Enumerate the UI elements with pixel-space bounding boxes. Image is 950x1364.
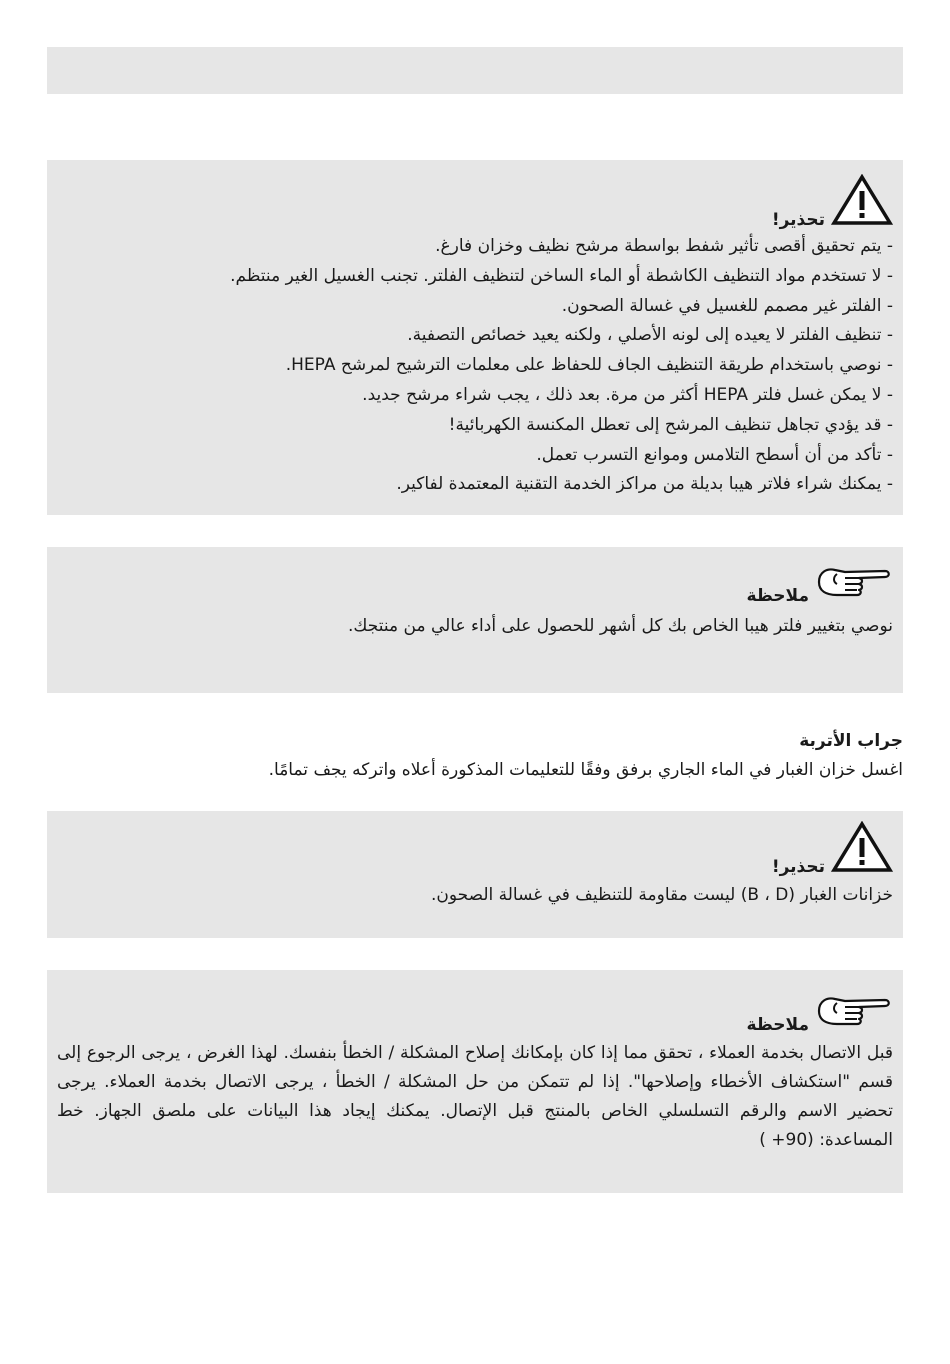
note-heading [57, 970, 893, 1035]
section-title: جراب الأتربة [799, 731, 903, 751]
list-item: - تأكد من أن أسطح التلامس وموانع التسرب تعمل. [536, 444, 893, 465]
warning-list [57, 232, 893, 500]
note-box-filter-change [47, 547, 903, 693]
top-header-band [47, 47, 903, 94]
pointing-hand-icon [815, 991, 893, 1035]
section-text: اغسل خزان الغبار في الماء الجاري برفق وفقًا للتعليمات المذكورة أعلاه واتركه يجف تمامًا. [268, 760, 903, 780]
list-item: - نوصي باستخدام طريقة التنظيف الجاف للحفاظ على معلمات الترشيح لمرشح HEPA. [285, 355, 893, 376]
pointing-hand-icon [815, 562, 893, 606]
note-label: ملاحظة [746, 1015, 809, 1035]
note-heading [57, 547, 893, 606]
note-label: ملاحظة [746, 586, 809, 606]
warning-triangle-icon [831, 174, 893, 230]
note-box-customer-service [47, 970, 903, 1193]
warning-text: خزانات الغبار (B ، D) ليست مقاومة للتنظيف في غسالة الصحون. [430, 885, 893, 905]
warning-box-dishwasher [47, 811, 903, 938]
list-item: - الفلتر غير مصمم للغسيل في غسالة الصحون. [561, 295, 893, 316]
note-text: قبل الاتصال بخدمة العملاء ، تحقق مما إذا كان بإمكانك إصلاح المشكلة / الخطأ بنفسك. لهذا الغرض ، يرجى الرجوع إلى قسم "استكشاف الأخطاء وإصلاحها". إذا لم تتمكن من حل المشكلة / الخطأ ، يرجى الاتصال بخدمة العملاء. يرجى تحضير الاسم والرقم التسلسلي الخاص بالمنتج قبل الإتصال. يمكنك إيجاد هذا البيانات على ملصق الجهاز. خط المساعدة: (90+ ) [57, 1043, 893, 1150]
list-item: - لا يمكن غسل فلتر HEPA أكثر من مرة. بعد ذلك ، يجب شراء مرشح جديد. [362, 384, 893, 405]
note-text: نوصي بتغيير فلتر هيبا الخاص بك كل أشهر للحصول على أداء عالي من منتجك. [348, 616, 893, 636]
list-item: - تنظيف الفلتر لا يعيده إلى لونه الأصلي ، ولكنه يعيد خصائص التصفية. [407, 325, 893, 346]
warning-box-filter [47, 160, 903, 515]
warning-heading [57, 160, 893, 230]
warning-label: تحذير! [771, 857, 825, 877]
list-item: - يمكنك شراء فلاتر هيبا بديلة من مراكز الخدمة التقنية المعتمدة لفاكير. [396, 474, 893, 495]
list-item: - قد يؤدي تجاهل تنظيف المرشح إلى تعطل المكنسة الكهربائية! [448, 414, 893, 435]
list-item: - يتم تحقيق أقصى تأثير شفط بواسطة مرشح نظيف وخزان فارغ. [435, 236, 893, 256]
list-item: - لا تستخدم مواد التنظيف الكاشطة أو الماء الساخن لتنظيف الفلتر. تجنب الغسيل الغير منتظم. [230, 265, 893, 286]
dust-bag-section [47, 727, 903, 785]
warning-heading [57, 811, 893, 877]
warning-label: تحذير! [771, 210, 825, 230]
warning-triangle-icon [831, 821, 893, 877]
